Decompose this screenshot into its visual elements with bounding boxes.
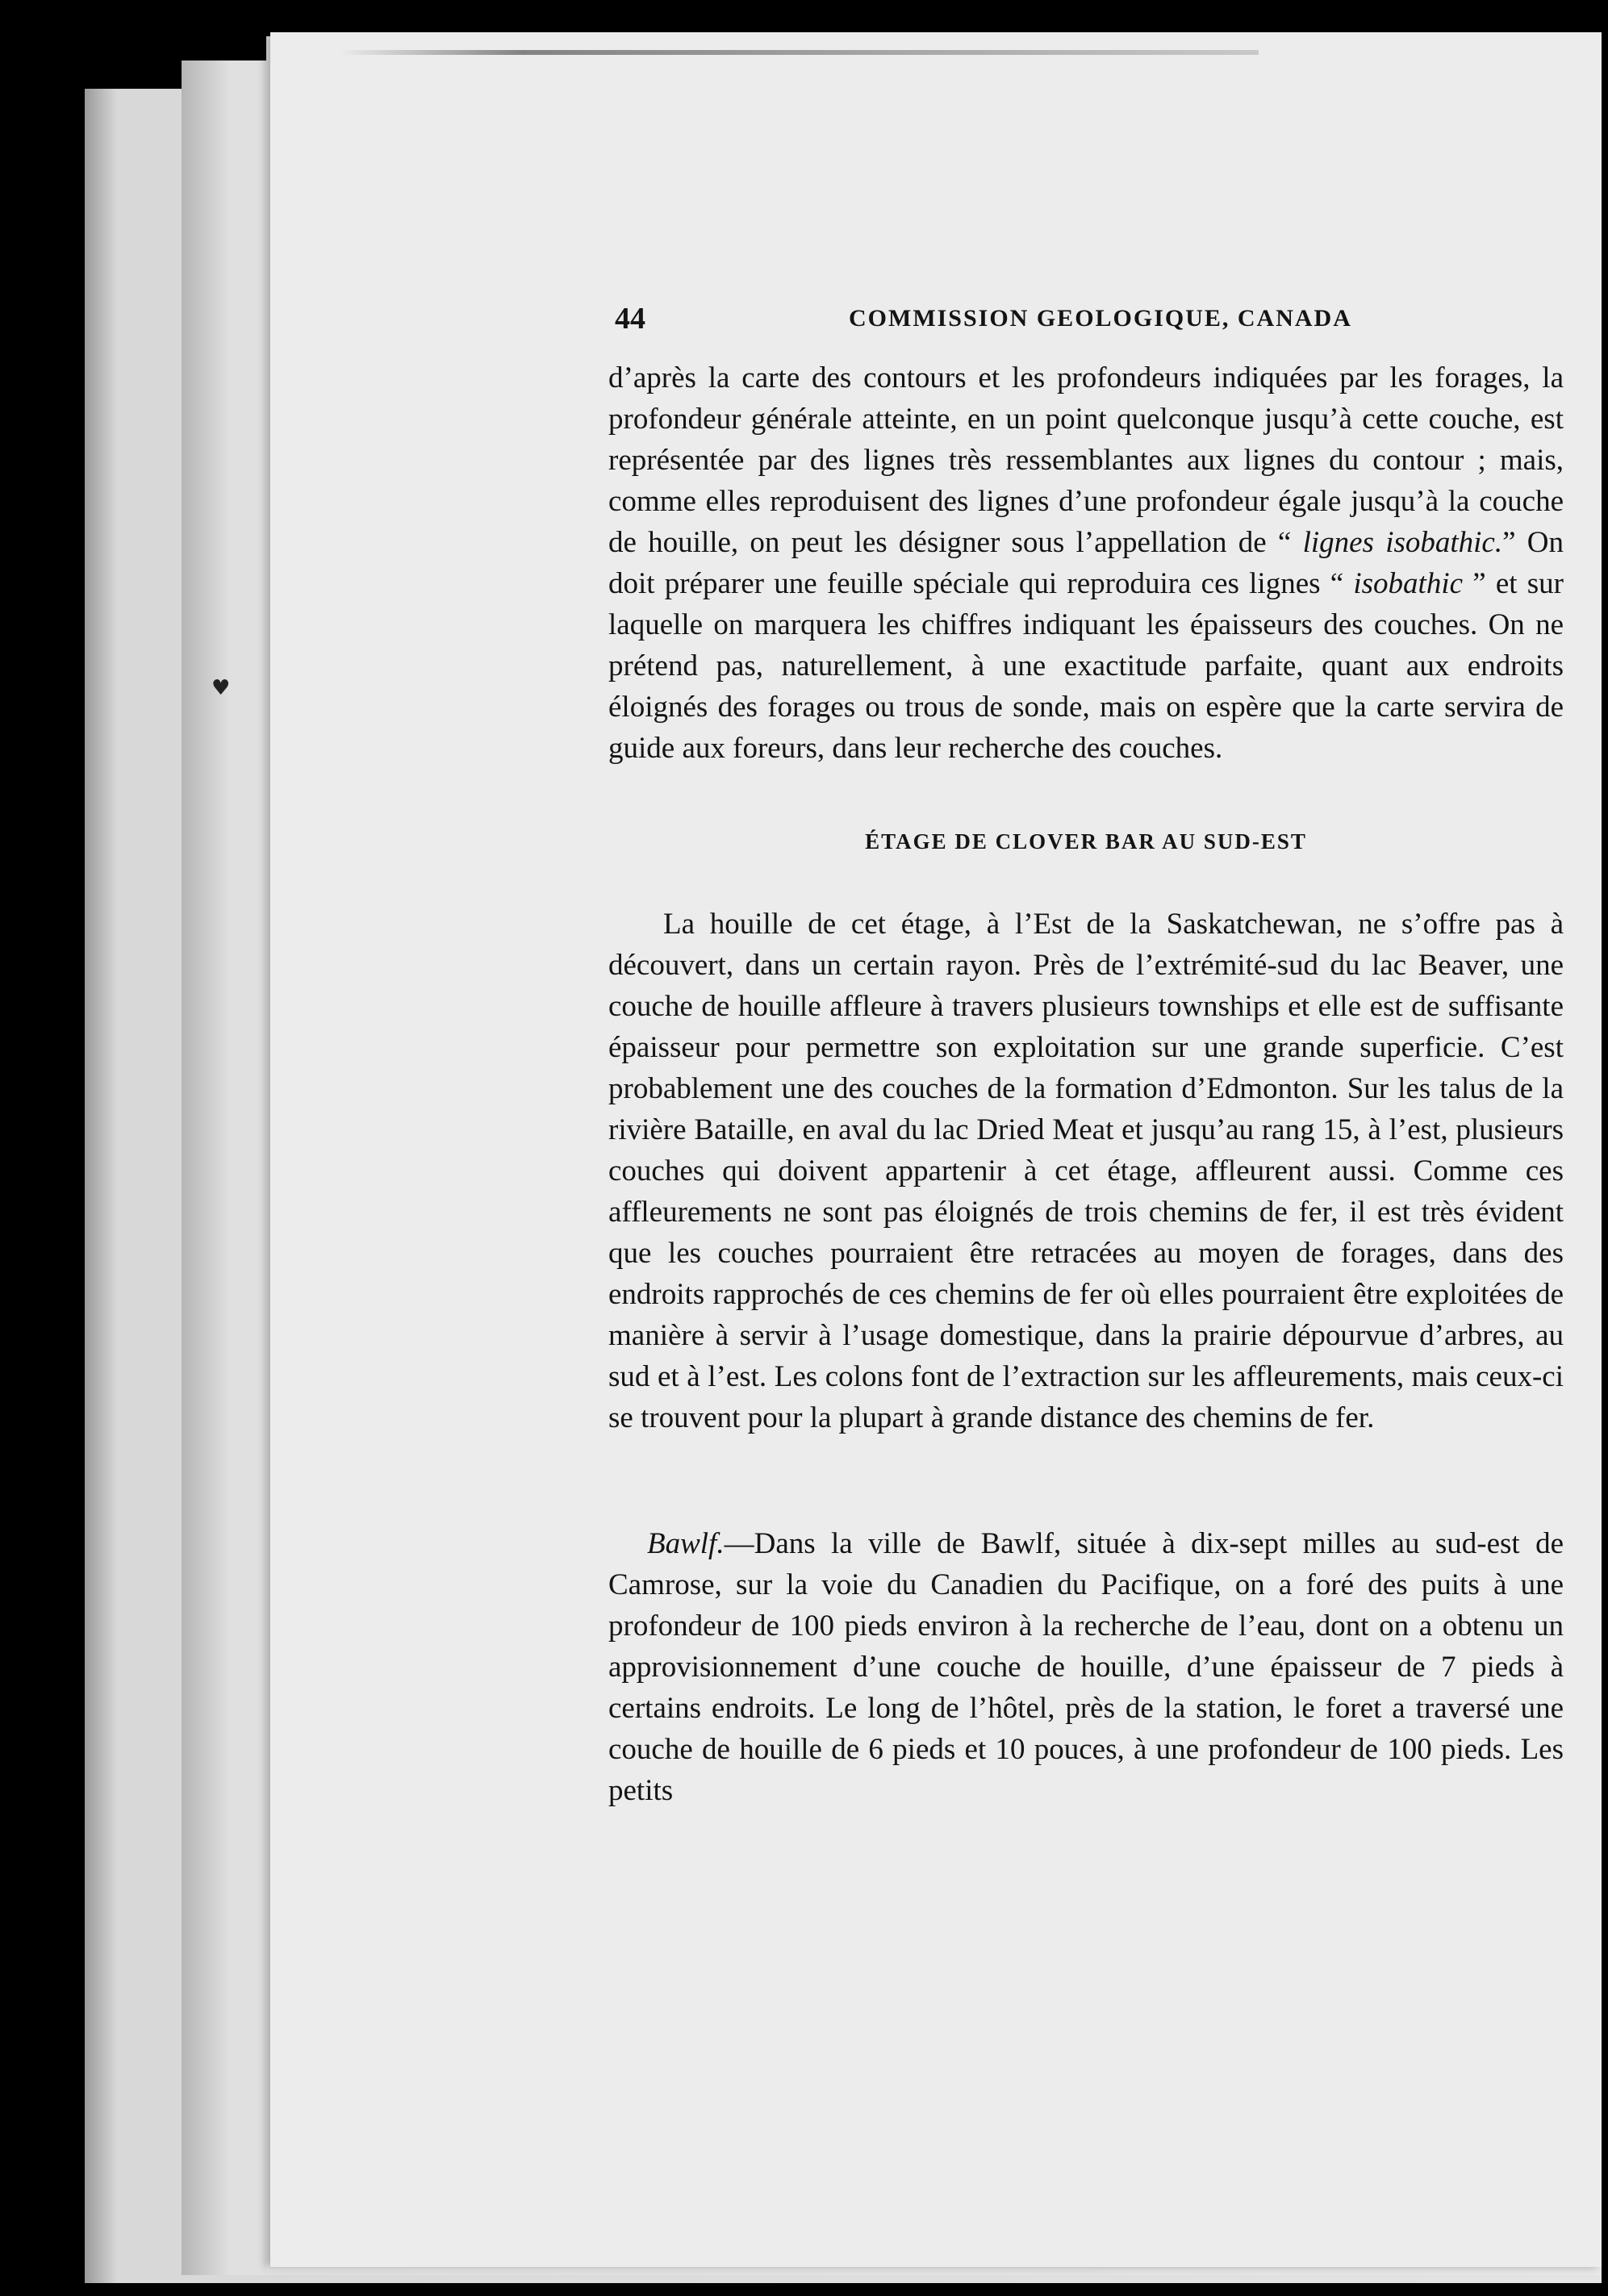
margin-mark: ♥: [211, 676, 231, 700]
paragraph-text: ” et sur laquelle on marquera les chiffres indiquant les épaisseurs des couches. On ne prétend pas, naturellement, à une exactitude parfaite, quant aux endroits éloignés des forages ou trous de sonde, mais on espère que la carte servira de guide aux foreurs, dans leur recherche des couches.: [608, 567, 1564, 765]
paragraph-text: —Dans la ville de Bawlf, située à dix-sept milles au sud-est de Camrose, sur la voie du Canadien du Pacifique, on a foré des puits à une profondeur de 100 pieds environ à la recherche de l’eau, dont on a obtenu un approvisionnement d’une couche de houille, d’une épaisseur de 7 pieds à certains endroits. Le long de l’hôtel, près de la station, le foret a traversé une couche de houille de 6 pieds et 10 pouces, à une profondeur de 100 pieds. Les petits: [608, 1527, 1564, 1807]
paragraph-isobathic-lines: [608, 357, 1564, 769]
page-number: 44: [615, 302, 645, 336]
top-page-rule: [339, 50, 1259, 55]
italic-term: isobathic: [1353, 567, 1464, 600]
header-title: COMMISSION GEOLOGIQUE, CANADA: [849, 305, 1352, 332]
paragraph-clover-bar: La houille de cet étage, à l’Est de la Saskatchewan, ne s’offre pas à découvert, dans un certain rayon. Près de l’extrémité-sud du lac Beaver, une couche de houille affleure à travers plusieurs townships et elle est de suffisante épaisseur pour permettre son exploitation sur une grande superficie. C’est probablement une des couches de la formation d’Edmonton. Sur les talus de la rivière Bataille, en aval du lac Dried Meat et jusqu’au rang 15, à l’est, plusieurs couches qui doivent appartenir à cet étage, affleurent aussi. Comme ces affleurements ne sont pas éloignés de trois chemins de fer, il est très évident que les couches pourraient être retracées au moyen de forages, dans des endroits rapprochés de ces chemins de fer où elles pourraient être exploitées de manière à servir à l’usage domestique, dans la prairie dépourvue d’arbres, au sud et à l’est. Les colons font de l’extraction sur les affleurements, mais ceux-ci se trouvent pour la plupart à grande distance des chemins de fer.: [608, 908, 1564, 1434]
paragraph-text: ” On doit préparer une feuille spéciale qui reproduira ces lignes “: [608, 526, 1564, 600]
running-head: [615, 301, 1554, 349]
section-heading: ÉTAGE DE CLOVER BAR AU SUD-EST: [865, 829, 1307, 854]
paragraph-lead-bawlf: Bawlf.: [647, 1527, 725, 1560]
paragraph-text: d’après la carte des contours et les profondeurs indiquées par les forages, la profondeur générale atteinte, en un point quelconque jusqu’à cette couche, est représentée par des lignes très ressemblantes aux lignes du contour ; mais, comme elles reproduisent des lignes d’une profondeur égale jusqu’à la couche de houille, on peut les désigner sous l’appellation de “: [608, 361, 1564, 559]
italic-term: lignes isobathic.: [1302, 526, 1503, 559]
paragraph-bawlf: [608, 1523, 1564, 1811]
